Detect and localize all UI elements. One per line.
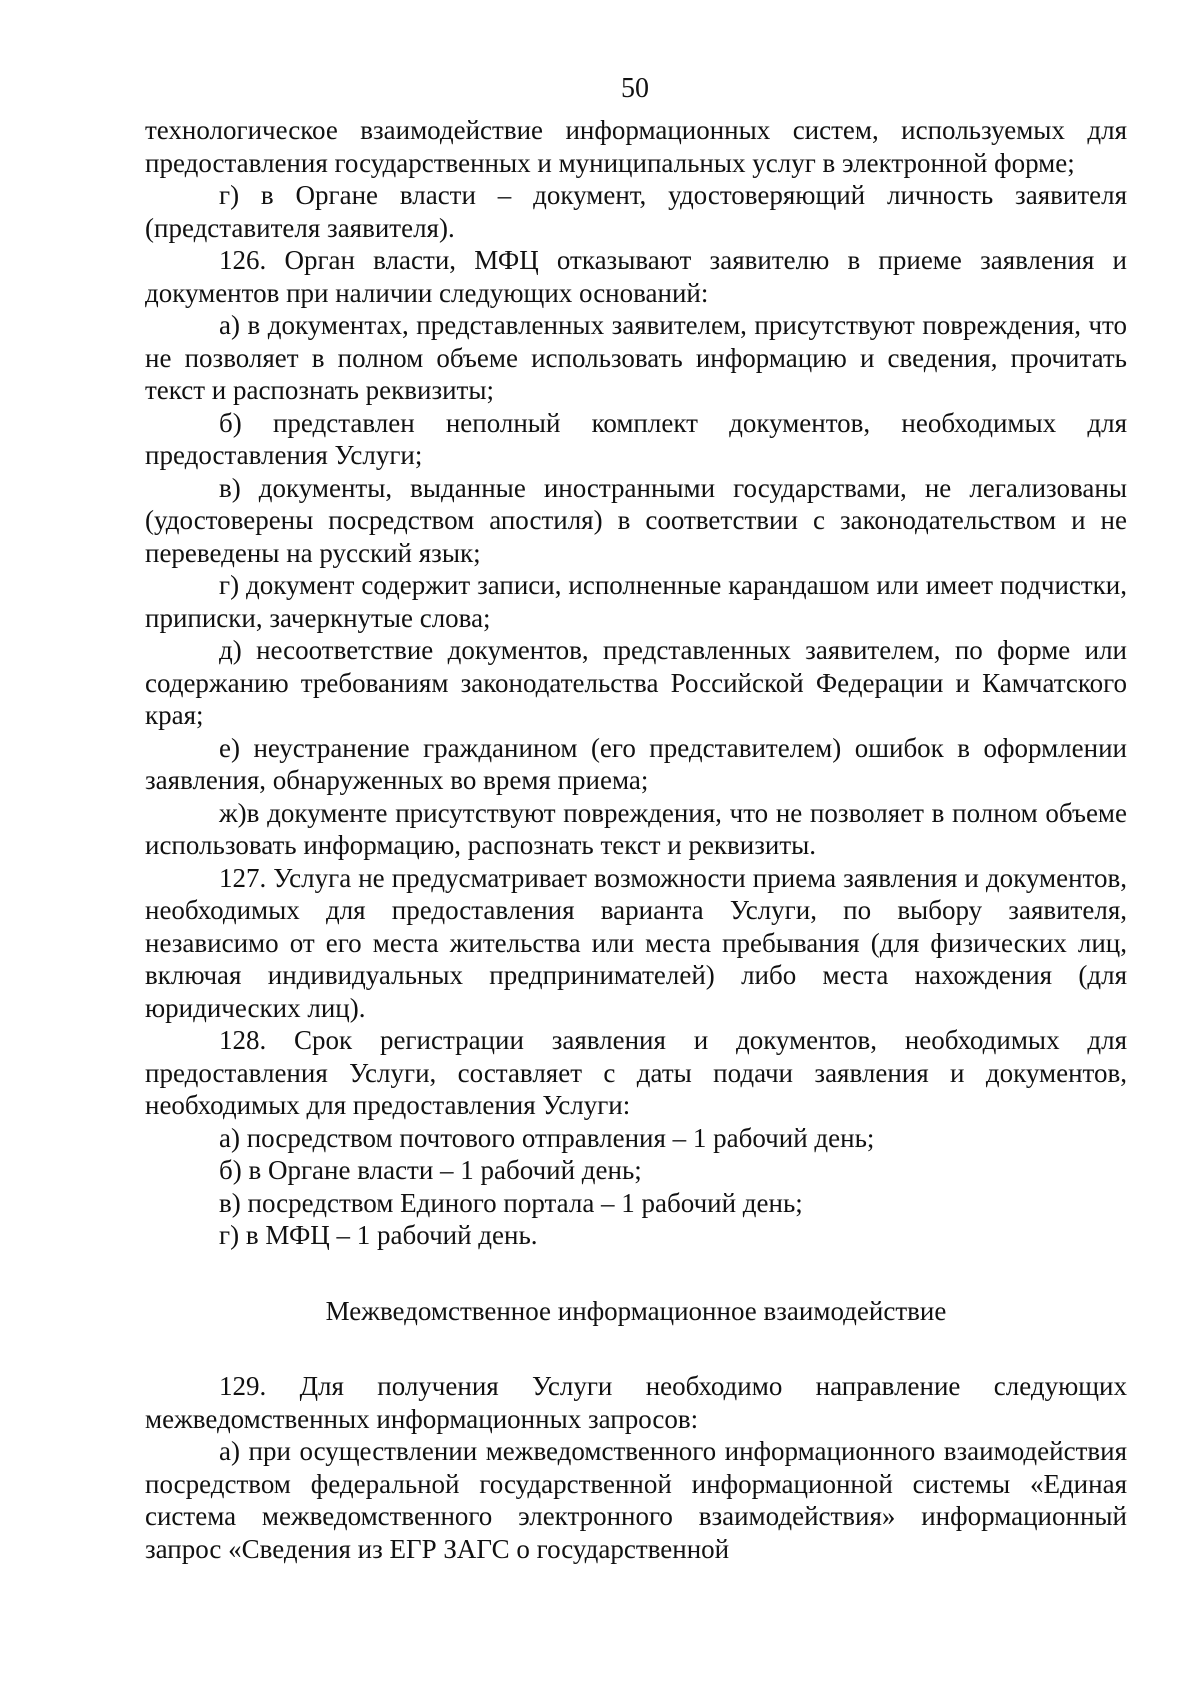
paragraph: технологическое взаимодействие информационных систем, используемых для предоставления государственных и муниципальных услуг в электронной форме; <box>145 115 1127 178</box>
page-number: 50 <box>621 73 649 104</box>
paragraph: а) в документах, представленных заявителем, присутствуют повреждения, что не позволяет в полном объеме использовать информацию и сведения, прочитать текст и распознать реквизиты; <box>145 310 1127 405</box>
paragraph: д) несоответствие документов, представленных заявителем, по форме или содержанию требованиям законодательства Российской Федерации и Камчатского края; <box>145 635 1127 730</box>
paragraph: 128. Срок регистрации заявления и документов, необходимых для предоставления Услуги, составляет с даты подачи заявления и документов, необходимых для предоставления Услуги: <box>145 1025 1127 1120</box>
paragraph: б) представлен неполный комплект документов, необходимых для предоставления Услуги; <box>145 407 1127 470</box>
paragraph: в) документы, выданные иностранными государствами, не легализованы (удостоверены посредством апостиля) в соответствии с законодательством и не переведены на русский язык; <box>145 472 1127 568</box>
paragraph: г) в МФЦ – 1 рабочий день. <box>219 1220 538 1250</box>
paragraph: ж)в документе присутствуют повреждения, что не позволяет в полном объеме использовать информацию, распознать текст и реквизиты. <box>145 797 1127 860</box>
paragraph-group-after <box>145 1370 1127 1565</box>
paragraph-group-before <box>145 114 1127 1252</box>
paragraph: а) при осуществлении межведомственного информационного взаимодействия посредством федеральной государственной информационной системы «Единая система межведомственного электронного взаимодействия» информационный запрос «Сведения из ЕГР ЗАГС о государственной <box>145 1436 1127 1564</box>
paragraph: в) посредством Единого портала – 1 рабочий день; <box>219 1187 803 1218</box>
document-body <box>145 114 1127 1565</box>
paragraph: 129. Для получения Услуги необходимо направление следующих межведомственных информационных запросов: <box>145 1371 1127 1434</box>
paragraph: г) документ содержит записи, исполненные карандашом или имеет подчистки, приписки, зачеркнутые слова; <box>145 570 1127 633</box>
paragraph: б) в Органе власти – 1 рабочий день; <box>219 1155 642 1185</box>
paragraph: 127. Услуга не предусматривает возможности приема заявления и документов, необходимых для предоставления варианта Услуги, по выбору заявителя, независимо от его места жительства или места пребывания (для физических лиц, включая индивидуальных предпринимателей) либо места нахождения (для юридических лиц). <box>145 862 1127 1023</box>
section-heading: Межведомственное информационное взаимодействие <box>325 1295 947 1326</box>
paragraph: е) неустранение гражданином (его представителем) ошибок в оформлении заявления, обнаруженных во время приема; <box>145 732 1127 795</box>
paragraph: 126. Орган власти, МФЦ отказывают заявителю в приеме заявления и документов при наличии следующих оснований: <box>145 245 1127 308</box>
paragraph: а) посредством почтового отправления – 1 рабочий день; <box>219 1122 875 1153</box>
paragraph: г) в Органе власти – документ, удостоверяющий личность заявителя (представителя заявителя). <box>145 180 1127 243</box>
